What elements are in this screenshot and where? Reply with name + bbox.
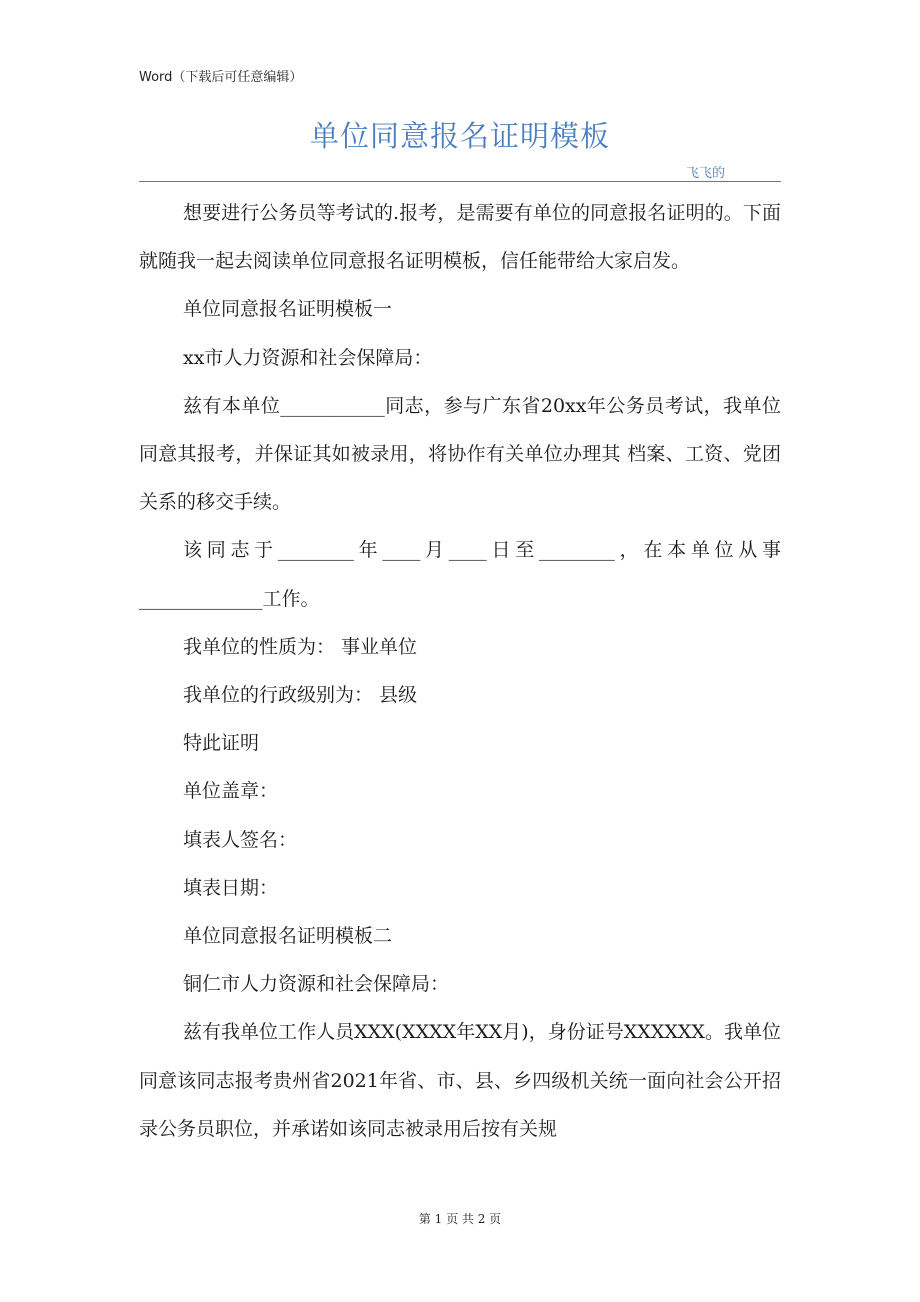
author-name: 飞飞的	[686, 166, 726, 181]
paragraph-intro: 想要进行公务员等考试的.报考，是需要有单位的同意报名证明的。下面就随我一起去阅读单位同意报名证明模板，信任能带给大家启发。	[139, 202, 781, 273]
paragraph-certify-one: 兹有本单位___________同志，参与广东省20xx年公务员考试，我单位同意其报考，并保证其如被录用，将协作有关单位办理其 档案、工资、党团关系的移交手续。	[139, 394, 781, 514]
page-number-footer: 第 1 页 共 2 页	[418, 1212, 502, 1226]
paragraph-certify-two: 兹有我单位工作人员XXX(XXXX年XX月)，身份证号XXXXXX。我单位同意该同志报考贵州省2021年省、市、县、乡四级机关统一面向社会公开招录公务员职位，并承诺如该同志被录用后按有关规	[139, 1021, 781, 1140]
date-line: 填表日期：	[183, 876, 279, 899]
section-heading-template-one: 单位同意报名证明模板一	[183, 298, 393, 321]
title-divider	[139, 181, 781, 182]
paragraph-employment-period: 该同志于________年____月____日至________，在本单位从事_____________工作。	[139, 539, 781, 610]
signer-line: 填表人签名：	[183, 828, 298, 851]
section-heading-template-two: 单位同意报名证明模板二	[183, 925, 393, 948]
certify-closing: 特此证明	[183, 732, 260, 755]
addressee-two: 铜仁市人力资源和社会保障局：	[183, 973, 450, 996]
unit-level-line: 我单位的行政级别为： 县级	[183, 684, 418, 707]
unit-seal-line: 单位盖章：	[183, 780, 279, 803]
document-body	[139, 189, 781, 1153]
document-title: 单位同意报名证明模板	[309, 119, 610, 153]
addressee-one: xx市人力资源和社会保障局：	[183, 346, 433, 369]
unit-nature-line: 我单位的性质为： 事业单位	[183, 635, 418, 658]
header-note: Word（下载后可任意编辑）	[139, 70, 303, 85]
